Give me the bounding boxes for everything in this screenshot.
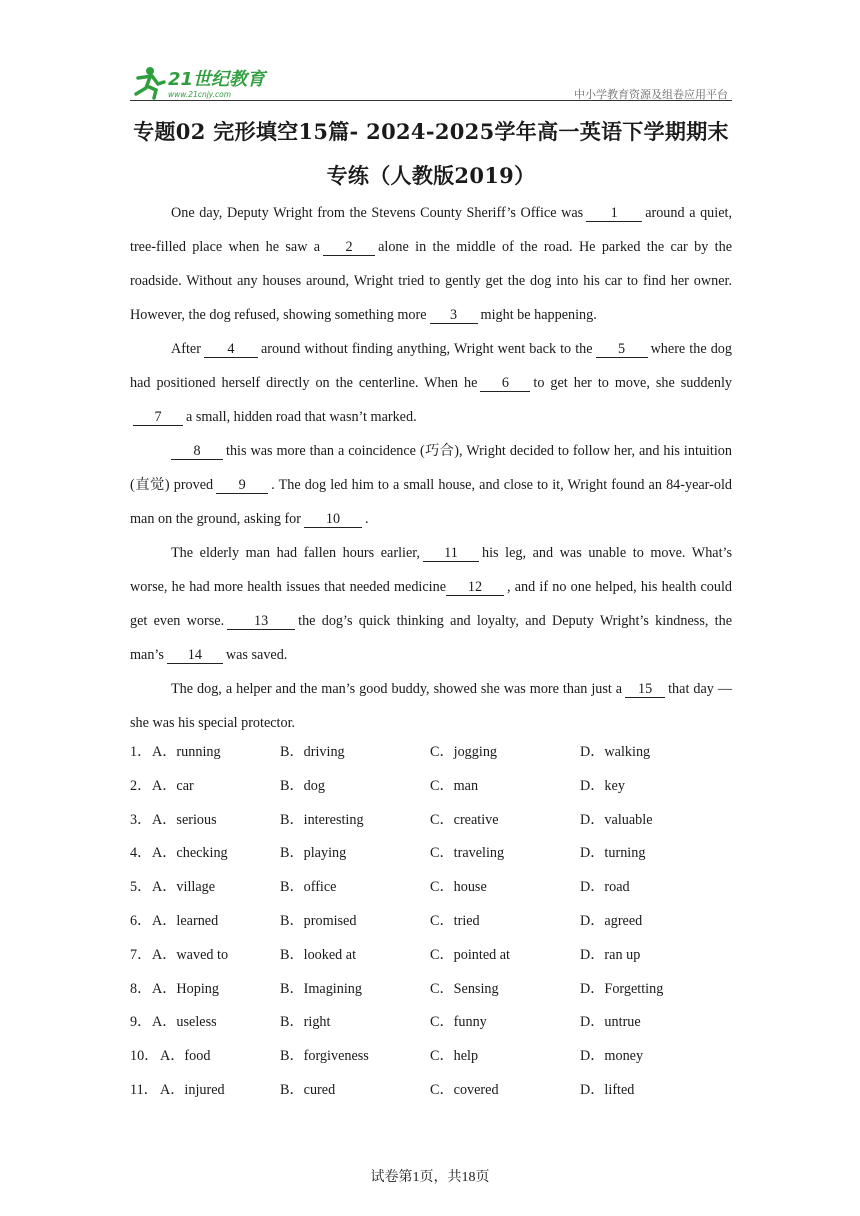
options-list: [130, 736, 732, 1108]
page-footer: 试卷第1页，共18页: [370, 1170, 490, 1185]
option-b: B．playing: [280, 845, 347, 862]
blank-10: 10: [304, 511, 362, 528]
passage-text: around without finding anything, Wright went back to the: [260, 341, 593, 357]
option-a: A．waved to: [152, 946, 229, 963]
option-d: D．untrue: [580, 1014, 641, 1031]
blank-2: 2: [323, 239, 375, 256]
option-a: A．village: [152, 879, 216, 896]
logo-text: 21世纪教育: [168, 69, 266, 90]
passage-text: . The dog led him to a small house, and close to it, Wright found an 84-year-old man on the ground, asking for: [130, 477, 732, 527]
paragraph-1: [130, 196, 732, 332]
option-c: C．tried: [430, 912, 480, 929]
blank-8: 8: [171, 443, 223, 460]
runner-icon: [136, 67, 164, 98]
passage-text: was saved.: [225, 647, 288, 663]
option-c: C．house: [430, 879, 487, 896]
question-number: 4．: [130, 845, 152, 862]
passage-text: the dog’s quick thinking and loyalty, and Deputy Wright’s kindness, the man’s: [130, 613, 733, 663]
header-platform-text: 中小学教育资源及组卷应用平台: [574, 88, 728, 101]
paragraph-4: [130, 536, 732, 672]
page-title-line1: 专题02 完形填空15篇- 2024-2025学年高一英语下学期期末: [133, 119, 729, 144]
passage-text: to get her to move, she suddenly: [533, 375, 733, 391]
option-d: D．ran up: [580, 946, 641, 963]
option-row-9: [130, 1006, 732, 1040]
passage-text: , and if no one helped, his health could get even worse.: [130, 579, 732, 629]
option-d: D．lifted: [580, 1081, 635, 1098]
option-d: D．agreed: [580, 912, 643, 929]
passage-text: .: [365, 511, 369, 527]
blank-4: 4: [204, 341, 258, 358]
option-a: A．learned: [152, 912, 219, 929]
option-a: A．injured: [160, 1081, 225, 1098]
option-row-8: [130, 973, 732, 1007]
blank-12: 12: [446, 579, 504, 596]
passage-text: a small, hidden road that wasn’t marked.: [186, 409, 417, 425]
blank-15: 15: [625, 681, 665, 698]
passage-text: where the dog had positioned herself directly on the centerline. When he: [130, 341, 732, 391]
question-number: 6．: [130, 912, 152, 929]
option-a: A．checking: [152, 845, 228, 862]
option-b: B．interesting: [280, 811, 364, 828]
option-c: C．jogging: [430, 744, 498, 760]
option-b: B．forgiveness: [280, 1048, 369, 1065]
passage-text: The dog, a helper and the man’s good buddy, showed she was more than just a: [171, 681, 623, 697]
option-d: D．walking: [580, 744, 651, 760]
paragraph-5: [130, 672, 732, 740]
passage-text: After: [171, 341, 201, 357]
option-row-2: [130, 770, 732, 804]
question-number: 3．: [130, 811, 152, 828]
page-header: [130, 62, 732, 102]
option-c: C．pointed at: [430, 946, 510, 963]
option-c: C．funny: [430, 1014, 487, 1031]
blank-3: 3: [430, 307, 478, 324]
option-c: C．man: [430, 777, 479, 794]
question-number: 8．: [130, 980, 152, 997]
option-a: A．car: [152, 777, 194, 794]
passage-text: alone in the middle of the road. He parked the car by the roadside. Without any houses around, Wright tried to gently get the dog into his car to find her owner. However, the dog refused, showing something more: [130, 239, 733, 323]
option-c: C．help: [430, 1048, 479, 1065]
option-c: C．covered: [430, 1081, 499, 1098]
blank-13: 13: [227, 613, 295, 630]
option-b: B．office: [280, 879, 337, 896]
question-number: 2．: [130, 777, 152, 794]
blank-11: 11: [423, 545, 479, 562]
logo: [130, 64, 280, 100]
option-b: B．right: [280, 1014, 331, 1031]
option-a: A．running: [152, 744, 221, 760]
option-row-3: [130, 804, 732, 838]
blank-9: 9: [216, 477, 268, 494]
option-row-10: [130, 1040, 732, 1074]
option-b: B．driving: [280, 744, 345, 760]
blank-1: 1: [586, 205, 642, 222]
option-row-1: [130, 736, 732, 770]
option-c: C．creative: [430, 811, 499, 828]
question-number: 1．: [130, 744, 152, 760]
passage-text: around a quiet, tree-filled place when he saw a: [130, 205, 733, 255]
option-c: C．traveling: [430, 845, 505, 862]
option-row-5: [130, 871, 732, 905]
question-number: 9．: [130, 1014, 152, 1031]
option-a: A．Hoping: [152, 980, 219, 997]
page-title-line2: 专练（人教版2019）: [326, 163, 536, 188]
question-number: 11．: [130, 1081, 158, 1098]
passage-text: this was more than a coincidence (巧合), Wright decided to follow her, and his intuition (直觉) proved: [130, 443, 732, 493]
passage-text: his leg, and was unable to move. What’s worse, he had more health issues that needed medicine: [130, 545, 732, 595]
passage-text: that day — she was his special protector.: [130, 681, 733, 731]
question-number: 10．: [130, 1048, 159, 1065]
option-b: B．dog: [280, 777, 325, 794]
cloze-passage: [130, 196, 732, 740]
blank-5: 5: [596, 341, 648, 358]
option-row-11: [130, 1074, 732, 1108]
paragraph-3: [130, 434, 732, 536]
option-row-6: [130, 905, 732, 939]
paragraph-2: [130, 332, 732, 434]
option-b: B．cured: [280, 1081, 336, 1098]
option-b: B．Imagining: [280, 980, 362, 997]
option-d: D．road: [580, 879, 630, 896]
option-a: A．useless: [152, 1014, 217, 1031]
logo-url: www.21cnjy.com: [168, 90, 232, 99]
option-a: A．serious: [152, 811, 217, 828]
option-a: A．food: [160, 1048, 211, 1065]
blank-6: 6: [480, 375, 530, 392]
option-d: D．key: [580, 777, 625, 794]
option-b: B．looked at: [280, 946, 357, 963]
option-row-7: [130, 939, 732, 973]
blank-14: 14: [167, 647, 223, 664]
option-d: D．valuable: [580, 811, 653, 828]
passage-text: The elderly man had fallen hours earlier,: [171, 545, 420, 561]
question-number: 7．: [130, 946, 152, 963]
option-d: D．money: [580, 1048, 644, 1065]
blank-7: 7: [133, 409, 183, 426]
option-b: B．promised: [280, 912, 357, 929]
question-number: 5．: [130, 879, 152, 896]
option-d: D．Forgetting: [580, 980, 664, 997]
option-d: D．turning: [580, 845, 646, 862]
header-rule: [130, 100, 732, 101]
passage-text: might be happening.: [480, 307, 597, 323]
option-row-4: [130, 837, 732, 871]
passage-text: One day, Deputy Wright from the Stevens County Sheriff’s Office was: [171, 205, 584, 221]
option-c: C．Sensing: [430, 980, 499, 997]
